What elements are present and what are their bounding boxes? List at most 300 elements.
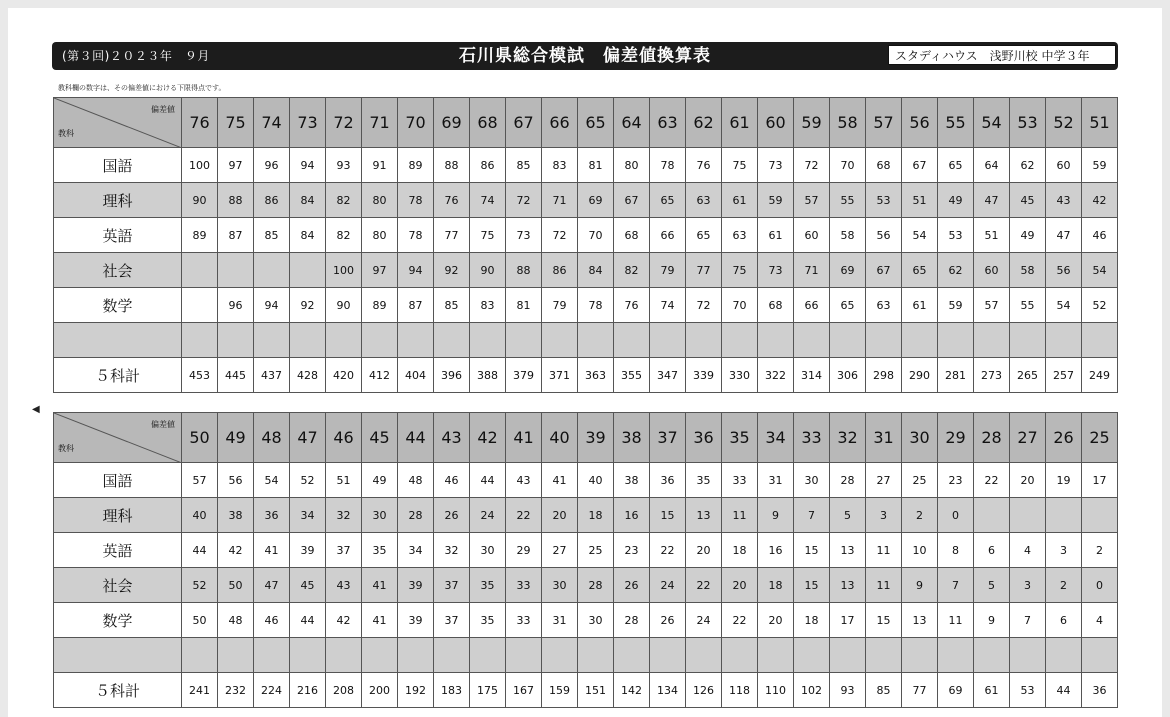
score-cell	[1082, 323, 1118, 358]
score-cell: 74	[470, 183, 506, 218]
score-cell: 77	[902, 673, 938, 708]
score-cell	[722, 638, 758, 673]
score-cell: 28	[578, 568, 614, 603]
score-cell: 265	[1010, 358, 1046, 393]
score-cell: 347	[650, 358, 686, 393]
score-cell	[506, 323, 542, 358]
score-cell: 77	[434, 218, 470, 253]
score-cell: 38	[218, 498, 254, 533]
score-cell	[506, 638, 542, 673]
score-cell: 26	[650, 603, 686, 638]
score-cell: 85	[866, 673, 902, 708]
score-cell: 0	[1082, 568, 1118, 603]
score-cell: 15	[866, 603, 902, 638]
score-cell: 58	[1010, 253, 1046, 288]
score-cell: 7	[1010, 603, 1046, 638]
score-cell: 22	[506, 498, 542, 533]
score-cell: 192	[398, 673, 434, 708]
score-cell: 44	[1046, 673, 1082, 708]
score-cell: 24	[686, 603, 722, 638]
subject-label	[54, 323, 182, 358]
score-cell: 30	[362, 498, 398, 533]
score-cell: 30	[578, 603, 614, 638]
score-cell: 7	[794, 498, 830, 533]
score-cell: 84	[290, 218, 326, 253]
score-cell: 40	[182, 498, 218, 533]
deviation-value-cell: 68	[470, 98, 506, 148]
score-cell: 420	[326, 358, 362, 393]
score-cell: 34	[398, 533, 434, 568]
deviation-value-cell: 41	[506, 413, 542, 463]
score-cell: 6	[1046, 603, 1082, 638]
score-cell	[182, 253, 218, 288]
deviation-value-cell: 34	[758, 413, 794, 463]
score-cell: 18	[758, 568, 794, 603]
score-cell: 9	[902, 568, 938, 603]
score-cell	[362, 638, 398, 673]
score-cell: 68	[614, 218, 650, 253]
score-cell: 15	[794, 533, 830, 568]
score-cell: 70	[830, 148, 866, 183]
score-cell: 24	[650, 568, 686, 603]
score-cell: 11	[938, 603, 974, 638]
score-cell: 59	[938, 288, 974, 323]
deviation-value-cell: 67	[506, 98, 542, 148]
score-cell: 77	[686, 253, 722, 288]
score-cell: 22	[650, 533, 686, 568]
subject-label: 国語	[54, 463, 182, 498]
score-cell: 89	[398, 148, 434, 183]
exam-date: (第３回)２０２３年 ９月	[62, 49, 210, 63]
deviation-value-cell: 28	[974, 413, 1010, 463]
score-cell: 167	[506, 673, 542, 708]
deviation-header-row	[54, 413, 1118, 463]
score-cell	[794, 638, 830, 673]
score-cell: 87	[218, 218, 254, 253]
deviation-value-cell: 57	[866, 98, 902, 148]
score-cell: 79	[650, 253, 686, 288]
score-cell	[290, 253, 326, 288]
score-cell	[398, 638, 434, 673]
score-cell	[722, 323, 758, 358]
deviation-value-cell: 26	[1046, 413, 1082, 463]
score-cell: 42	[1082, 183, 1118, 218]
page-title: 石川県総合模試 偏差値換算表	[459, 46, 711, 66]
score-cell: 51	[974, 218, 1010, 253]
score-cell: 36	[1082, 673, 1118, 708]
score-cell: 56	[866, 218, 902, 253]
table-row	[54, 603, 1118, 638]
deviation-value-cell: 43	[434, 413, 470, 463]
score-cell: 37	[434, 603, 470, 638]
score-cell: 11	[722, 498, 758, 533]
score-cell	[686, 638, 722, 673]
table-row	[54, 323, 1118, 358]
score-cell: 72	[686, 288, 722, 323]
score-cell: 35	[470, 603, 506, 638]
deviation-value-cell: 72	[326, 98, 362, 148]
score-cell: 45	[290, 568, 326, 603]
score-cell: 68	[758, 288, 794, 323]
score-cell	[182, 288, 218, 323]
corner-subject-label: 教科	[58, 444, 74, 453]
score-cell	[434, 323, 470, 358]
score-cell: 27	[866, 463, 902, 498]
score-cell: 2	[1082, 533, 1118, 568]
deviation-value-cell: 39	[578, 413, 614, 463]
score-cell: 16	[758, 533, 794, 568]
score-cell: 48	[398, 463, 434, 498]
score-cell: 23	[614, 533, 650, 568]
score-cell: 90	[470, 253, 506, 288]
score-cell: 39	[398, 603, 434, 638]
deviation-value-cell: 73	[290, 98, 326, 148]
score-cell	[254, 253, 290, 288]
score-cell: 34	[290, 498, 326, 533]
score-cell: 65	[686, 218, 722, 253]
score-cell: 64	[974, 148, 1010, 183]
score-cell: 28	[398, 498, 434, 533]
score-cell: 80	[362, 183, 398, 218]
score-cell: 72	[506, 183, 542, 218]
score-cell: 49	[1010, 218, 1046, 253]
table-row	[54, 148, 1118, 183]
score-cell	[830, 638, 866, 673]
deviation-value-cell: 66	[542, 98, 578, 148]
score-cell: 175	[470, 673, 506, 708]
score-cell: 9	[974, 603, 1010, 638]
score-cell: 54	[254, 463, 290, 498]
score-cell: 26	[614, 568, 650, 603]
score-cell: 90	[182, 183, 218, 218]
score-cell: 67	[866, 253, 902, 288]
score-cell: 53	[1010, 673, 1046, 708]
score-cell	[866, 323, 902, 358]
score-cell: 73	[758, 253, 794, 288]
subject-label: ５科計	[54, 673, 182, 708]
deviation-header-row	[54, 98, 1118, 148]
score-cell: 20	[1010, 463, 1046, 498]
score-cell: 85	[506, 148, 542, 183]
score-cell: 42	[218, 533, 254, 568]
score-cell: 65	[830, 288, 866, 323]
score-cell: 151	[578, 673, 614, 708]
score-cell	[758, 323, 794, 358]
table-row	[54, 183, 1118, 218]
score-cell: 84	[578, 253, 614, 288]
score-cell: 100	[182, 148, 218, 183]
score-cell: 42	[326, 603, 362, 638]
score-cell	[326, 638, 362, 673]
score-cell: 25	[902, 463, 938, 498]
score-cell: 15	[794, 568, 830, 603]
score-cell: 59	[758, 183, 794, 218]
deviation-value-cell: 44	[398, 413, 434, 463]
score-cell	[938, 323, 974, 358]
deviation-value-cell: 48	[254, 413, 290, 463]
score-cell: 428	[290, 358, 326, 393]
score-cell: 80	[362, 218, 398, 253]
score-cell: 36	[254, 498, 290, 533]
score-cell: 339	[686, 358, 722, 393]
deviation-value-cell: 62	[686, 98, 722, 148]
score-cell: 38	[614, 463, 650, 498]
score-cell: 2	[1046, 568, 1082, 603]
score-cell: 41	[362, 568, 398, 603]
score-cell: 26	[434, 498, 470, 533]
score-cell: 90	[326, 288, 362, 323]
score-cell: 379	[506, 358, 542, 393]
score-cell: 53	[866, 183, 902, 218]
score-cell: 55	[1010, 288, 1046, 323]
score-cell: 126	[686, 673, 722, 708]
score-cell: 30	[542, 568, 578, 603]
score-cell: 257	[1046, 358, 1082, 393]
score-cell: 330	[722, 358, 758, 393]
deviation-value-cell: 76	[182, 98, 218, 148]
subject-label: 理科	[54, 183, 182, 218]
score-cell: 65	[650, 183, 686, 218]
score-cell: 13	[830, 568, 866, 603]
score-cell: 41	[254, 533, 290, 568]
score-cell	[650, 323, 686, 358]
deviation-value-cell: 40	[542, 413, 578, 463]
score-cell	[290, 638, 326, 673]
score-cell: 47	[1046, 218, 1082, 253]
score-cell: 241	[182, 673, 218, 708]
corner-deviation-label: 偏差値	[151, 105, 175, 114]
deviation-value-cell: 35	[722, 413, 758, 463]
score-cell: 44	[182, 533, 218, 568]
score-cell: 88	[218, 183, 254, 218]
score-cell	[1082, 638, 1118, 673]
score-cell: 200	[362, 673, 398, 708]
school-label: スタディハウス 浅野川校 中学３年	[888, 45, 1116, 65]
score-cell: 61	[974, 673, 1010, 708]
score-cell: 7	[938, 568, 974, 603]
score-cell	[326, 323, 362, 358]
score-cell: 54	[1082, 253, 1118, 288]
deviation-value-cell: 29	[938, 413, 974, 463]
score-cell: 314	[794, 358, 830, 393]
deviation-value-cell: 63	[650, 98, 686, 148]
score-cell: 79	[542, 288, 578, 323]
subject-label: 英語	[54, 218, 182, 253]
score-cell: 91	[362, 148, 398, 183]
score-cell: 73	[506, 218, 542, 253]
score-cell: 52	[290, 463, 326, 498]
score-cell: 47	[974, 183, 1010, 218]
score-cell: 11	[866, 533, 902, 568]
score-cell: 46	[434, 463, 470, 498]
score-cell: 84	[290, 183, 326, 218]
corner-header-cell	[54, 413, 182, 463]
score-cell: 78	[398, 183, 434, 218]
deviation-value-cell: 38	[614, 413, 650, 463]
deviation-value-cell: 55	[938, 98, 974, 148]
side-marker-icon: ◀	[32, 404, 40, 415]
score-cell: 3	[866, 498, 902, 533]
score-cell: 75	[722, 253, 758, 288]
score-cell: 69	[938, 673, 974, 708]
score-cell	[650, 638, 686, 673]
score-cell	[866, 638, 902, 673]
score-cell	[1046, 323, 1082, 358]
score-cell: 224	[254, 673, 290, 708]
score-cell: 445	[218, 358, 254, 393]
score-cell	[1010, 498, 1046, 533]
deviation-value-cell: 47	[290, 413, 326, 463]
score-cell: 49	[362, 463, 398, 498]
deviation-value-cell: 50	[182, 413, 218, 463]
corner-subject-label: 教科	[58, 129, 74, 138]
score-cell: 86	[254, 183, 290, 218]
score-cell	[218, 253, 254, 288]
score-cell: 50	[218, 568, 254, 603]
conversion-table-lower	[53, 412, 1118, 708]
table-row	[54, 533, 1118, 568]
score-cell: 25	[578, 533, 614, 568]
score-cell: 363	[578, 358, 614, 393]
score-cell: 94	[290, 148, 326, 183]
score-cell: 72	[794, 148, 830, 183]
score-cell: 290	[902, 358, 938, 393]
score-cell: 37	[326, 533, 362, 568]
score-cell: 20	[542, 498, 578, 533]
score-cell: 371	[542, 358, 578, 393]
score-cell	[542, 323, 578, 358]
score-cell: 59	[1082, 148, 1118, 183]
score-cell: 80	[614, 148, 650, 183]
score-cell: 81	[506, 288, 542, 323]
deviation-value-cell: 25	[1082, 413, 1118, 463]
score-cell: 89	[182, 218, 218, 253]
deviation-value-cell: 60	[758, 98, 794, 148]
score-cell: 298	[866, 358, 902, 393]
score-cell: 50	[182, 603, 218, 638]
score-cell: 52	[1082, 288, 1118, 323]
score-cell: 404	[398, 358, 434, 393]
score-cell: 57	[974, 288, 1010, 323]
score-cell: 69	[830, 253, 866, 288]
score-cell: 32	[326, 498, 362, 533]
score-cell: 66	[650, 218, 686, 253]
score-cell: 62	[938, 253, 974, 288]
score-cell: 388	[470, 358, 506, 393]
score-cell: 6	[974, 533, 1010, 568]
score-cell	[902, 638, 938, 673]
score-cell: 78	[398, 218, 434, 253]
score-cell: 73	[758, 148, 794, 183]
score-cell: 5	[830, 498, 866, 533]
score-cell: 355	[614, 358, 650, 393]
score-cell: 4	[1010, 533, 1046, 568]
score-cell: 28	[614, 603, 650, 638]
score-cell: 43	[506, 463, 542, 498]
deviation-value-cell: 64	[614, 98, 650, 148]
score-cell: 437	[254, 358, 290, 393]
score-cell: 13	[830, 533, 866, 568]
deviation-value-cell: 59	[794, 98, 830, 148]
score-cell: 232	[218, 673, 254, 708]
subject-label: 社会	[54, 568, 182, 603]
deviation-value-cell: 58	[830, 98, 866, 148]
score-cell: 35	[470, 568, 506, 603]
subject-label: 理科	[54, 498, 182, 533]
table-row	[54, 218, 1118, 253]
score-cell: 322	[758, 358, 794, 393]
table-row	[54, 673, 1118, 708]
score-cell: 71	[542, 183, 578, 218]
subject-label: 数学	[54, 603, 182, 638]
score-cell	[1046, 638, 1082, 673]
table-row	[54, 498, 1118, 533]
score-cell: 44	[290, 603, 326, 638]
score-cell: 75	[470, 218, 506, 253]
deviation-value-cell: 31	[866, 413, 902, 463]
score-cell: 70	[578, 218, 614, 253]
score-cell: 33	[506, 603, 542, 638]
score-cell: 85	[434, 288, 470, 323]
score-cell: 22	[722, 603, 758, 638]
score-cell: 37	[434, 568, 470, 603]
deviation-value-cell: 27	[1010, 413, 1046, 463]
score-cell: 61	[902, 288, 938, 323]
deviation-value-cell: 33	[794, 413, 830, 463]
score-cell: 27	[542, 533, 578, 568]
score-cell: 18	[578, 498, 614, 533]
score-cell: 13	[686, 498, 722, 533]
score-cell: 56	[1046, 253, 1082, 288]
score-cell: 63	[686, 183, 722, 218]
score-cell: 31	[758, 463, 794, 498]
score-cell: 28	[830, 463, 866, 498]
score-cell: 78	[650, 148, 686, 183]
score-cell: 60	[794, 218, 830, 253]
score-cell: 82	[326, 218, 362, 253]
deviation-value-cell: 49	[218, 413, 254, 463]
score-cell: 76	[434, 183, 470, 218]
corner-deviation-label: 偏差値	[151, 420, 175, 429]
score-cell: 33	[506, 568, 542, 603]
score-cell: 51	[326, 463, 362, 498]
score-cell: 102	[794, 673, 830, 708]
deviation-value-cell: 42	[470, 413, 506, 463]
score-cell: 29	[506, 533, 542, 568]
score-cell: 35	[362, 533, 398, 568]
score-cell: 8	[938, 533, 974, 568]
score-cell: 67	[614, 183, 650, 218]
score-cell: 23	[938, 463, 974, 498]
score-cell: 97	[362, 253, 398, 288]
score-cell: 40	[578, 463, 614, 498]
deviation-value-cell: 54	[974, 98, 1010, 148]
score-cell	[1010, 638, 1046, 673]
score-cell	[614, 323, 650, 358]
score-cell	[614, 638, 650, 673]
score-cell: 48	[218, 603, 254, 638]
score-cell: 93	[326, 148, 362, 183]
score-cell: 78	[578, 288, 614, 323]
score-cell: 72	[542, 218, 578, 253]
deviation-value-cell: 37	[650, 413, 686, 463]
score-cell: 74	[650, 288, 686, 323]
score-cell: 31	[542, 603, 578, 638]
deviation-value-cell: 65	[578, 98, 614, 148]
score-cell: 11	[866, 568, 902, 603]
score-cell: 81	[578, 148, 614, 183]
table-row	[54, 463, 1118, 498]
